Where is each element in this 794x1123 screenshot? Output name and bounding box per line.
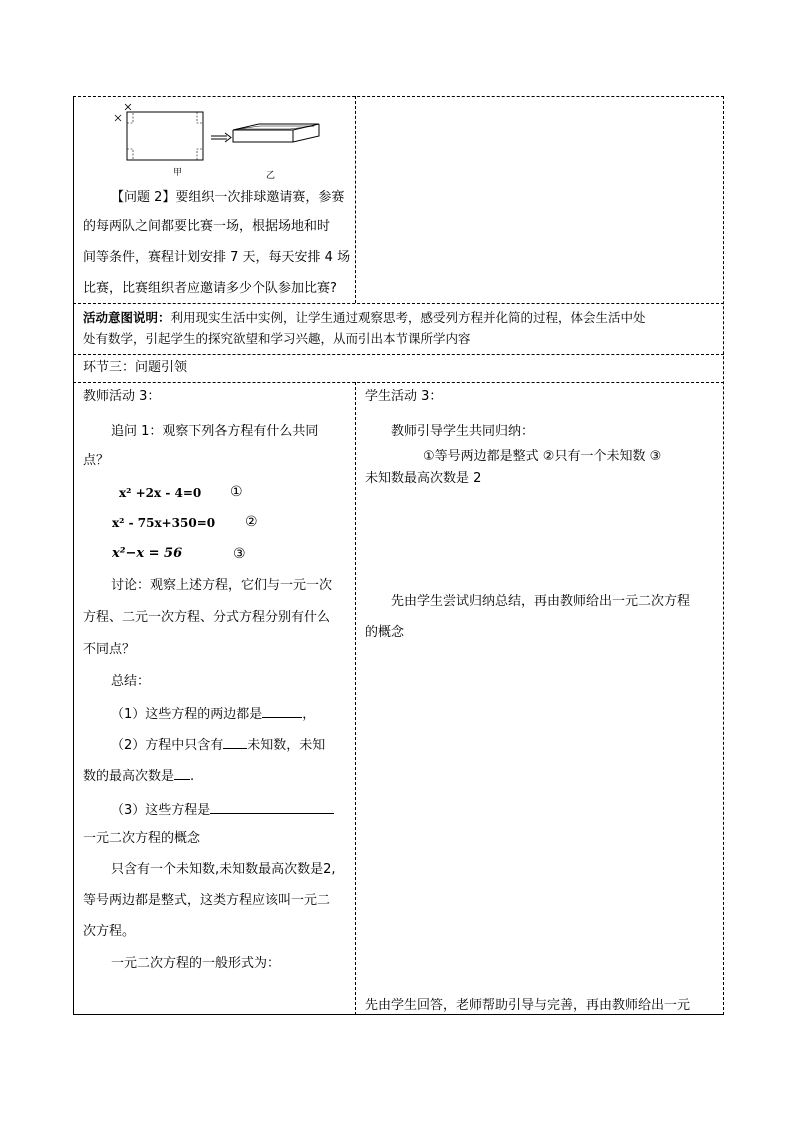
table-border-top <box>73 96 724 97</box>
intent-label: 活动意图说明： <box>83 310 171 325</box>
answer-blank-4[interactable] <box>210 801 334 814</box>
concept-line1: 只含有一个未知数,未知数最高次数是2, <box>111 862 336 877</box>
box-folding-figure <box>109 102 339 180</box>
equation-2-number: ② <box>245 514 258 530</box>
equation-3: x²−x = 56 <box>112 546 183 561</box>
equation-2: x² - 75x+350=0 <box>112 516 216 530</box>
intent-line2: 处有数学，引起学生的探究欲望和学习兴趣，从而引出本节课所学内容 <box>83 331 471 346</box>
student-guide: 教师引导学生共同归纳： <box>391 424 535 439</box>
summary-item-2-line2-text: 数的最高次数是 <box>83 769 175 784</box>
row-divider-1 <box>73 303 724 304</box>
arrow-icon <box>211 133 231 142</box>
problem2-line4: 比赛，比赛组织者应邀请多少个队参加比赛? <box>83 281 337 296</box>
summary-label: 总结： <box>111 674 151 689</box>
student-try-line2: 的概念 <box>365 625 405 640</box>
summary-item-2-line2-end: . <box>190 769 195 784</box>
intent-text-1: 利用现实生活中实例，让学生通过观察思考，感受列方程并化简的过程，体会生活中处 <box>170 310 646 325</box>
student-points-line2: 未知数最高次数是 2 <box>365 471 482 486</box>
student-points-line1: ①等号两边都是整式 ②只有一个未知数 ③ <box>423 449 662 464</box>
discuss-line2: 方程、二元一次方程、分式方程分别有什么 <box>83 610 331 625</box>
concept-line2: 等号两边都是整式，这类方程应该叫一元二 <box>83 893 331 908</box>
answer-blank-3[interactable] <box>174 767 190 780</box>
concept-title: 一元二次方程的概念 <box>83 831 201 846</box>
table-border-right <box>723 96 724 1015</box>
concept-line3: 次方程。 <box>83 924 136 939</box>
flat-sheet-shape <box>127 112 203 160</box>
table-border-left <box>73 96 74 1015</box>
summary-item-1 <box>111 705 315 724</box>
summary-item-2-tail: 未知数，未知 <box>247 738 326 753</box>
problem2-line2: 的每两队之间都要比赛一场，根据场地和时 <box>83 219 331 234</box>
answer-blank-2[interactable] <box>223 736 247 749</box>
teacher-activity-header: 教师活动 3： <box>83 389 161 404</box>
answer-blank-1[interactable] <box>262 705 302 718</box>
teacher-q1-line2: 点？ <box>83 453 110 468</box>
figure-label-right: 乙 <box>266 171 276 181</box>
discuss-line3: 不同点？ <box>83 642 136 657</box>
equation-1: x² +2x - 4=0 <box>119 486 202 500</box>
problem2-line3: 间等条件，赛程计划安排 7 天，每天安排 4 场 <box>83 250 351 265</box>
column-divider-top <box>355 96 356 303</box>
column-divider-bottom <box>355 382 356 1015</box>
summary-item-1-text: （1）这些方程的两边都是 <box>111 707 263 722</box>
general-form-label: 一元二次方程的一般形式为： <box>111 956 281 971</box>
summary-item-2-text: （2）方程中只含有 <box>111 738 224 753</box>
problem2-line1: 【问题 2】要组织一次排球邀请赛，参赛 <box>111 190 345 205</box>
equation-1-number: ① <box>230 484 243 500</box>
teacher-q1-line1: 追问 1：观察下列各方程有什么共同 <box>111 424 319 439</box>
summary-item-3-text: （3）这些方程是 <box>111 803 211 818</box>
student-activity-header: 学生活动 3： <box>365 389 443 404</box>
summary-item-2-line2 <box>83 767 194 786</box>
summary-item-2 <box>111 736 325 755</box>
student-answer-line: 先由学生回答，老师帮助引导与完善，再由教师给出一元 <box>365 998 691 1013</box>
discuss-line1: 讨论：观察上述方程，它们与一元一次 <box>111 578 333 593</box>
lesson-table <box>73 96 724 1015</box>
summary-item-1-end: ， <box>302 707 316 722</box>
section3-title: 环节三：问题引领 <box>83 360 188 375</box>
student-try-line1: 先由学生尝试归纳总结，再由教师给出一元二次方程 <box>391 594 691 609</box>
summary-item-3 <box>111 801 334 820</box>
open-box-shape <box>233 124 319 142</box>
row-divider-3 <box>73 382 724 383</box>
figure-label-left: 甲 <box>173 168 183 178</box>
equation-3-number: ③ <box>233 546 246 562</box>
row-divider-2 <box>73 354 724 355</box>
intent-line1 <box>83 309 646 327</box>
